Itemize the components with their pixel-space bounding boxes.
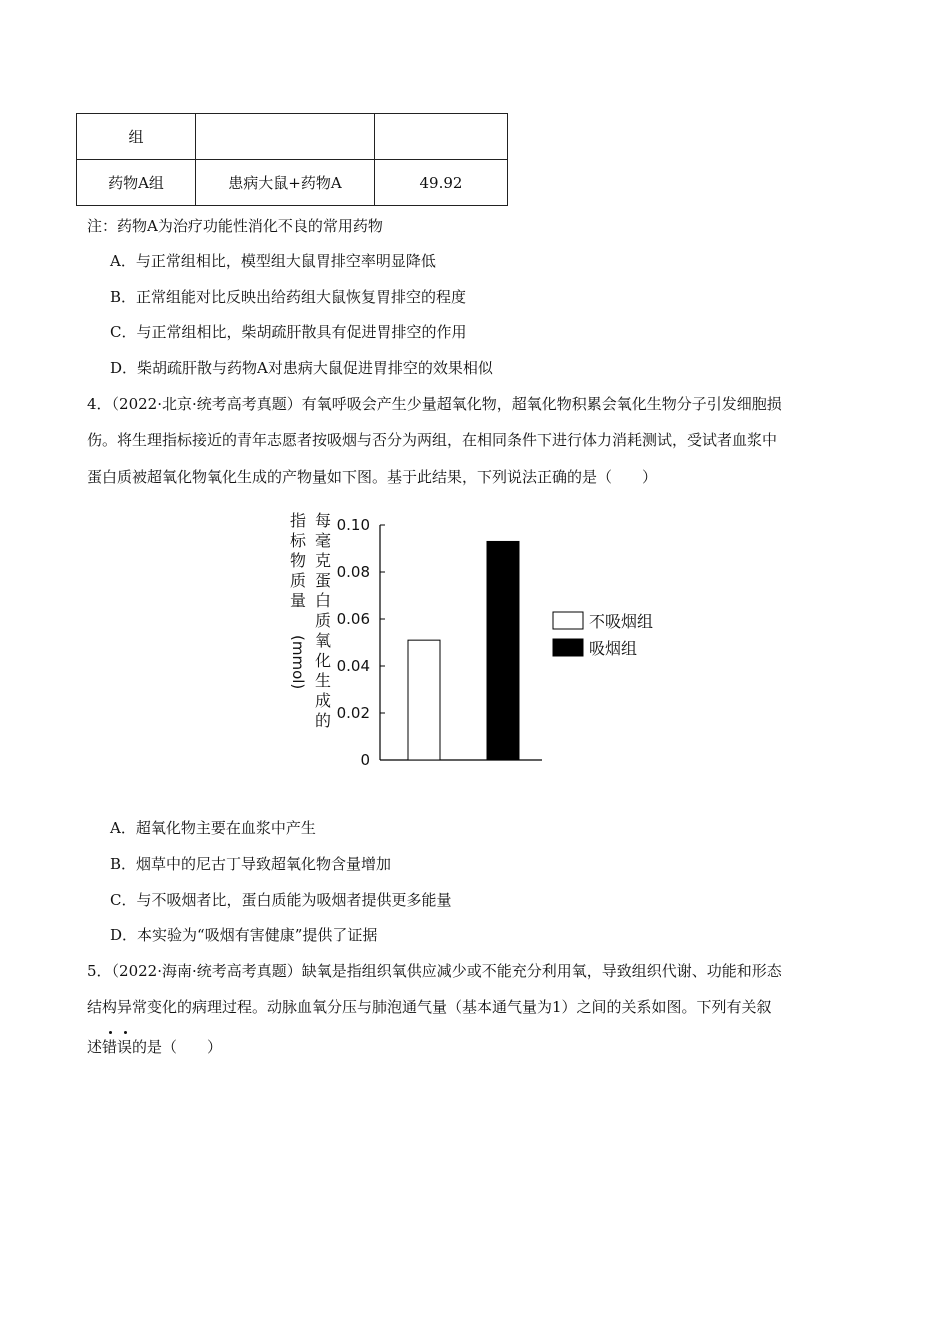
y-axis-label: 指标物质量: [289, 511, 306, 610]
table-row: [77, 114, 508, 160]
table-note: 注：药物A为治疗功能性消化不良的常用药物: [87, 217, 383, 235]
table-cell: [375, 114, 508, 160]
table-cell: 药物A组: [77, 160, 196, 206]
y-axis-sublabel: 每毫克蛋白质氧化生成的: [314, 511, 331, 730]
q3-option-d: D．柴胡疏肝散与药物A对患病大鼠促进胃排空的效果相似: [110, 359, 493, 377]
q4-line-3: 蛋白质被超氧化物氧化生成的产物量如下图。基于此结果，下列说法正确的是（ ）: [87, 468, 658, 486]
legend-label: 吸烟组: [589, 639, 638, 658]
q4-option-b: B．烟草中的尼古丁导致超氧化物含量增加: [110, 855, 392, 873]
table-cell: [196, 114, 375, 160]
legend-label: 不吸烟组: [589, 612, 654, 631]
q4-option-a: A．超氧化物主要在血浆中产生: [110, 819, 316, 837]
y-axis-unit: (mmol): [289, 635, 307, 690]
q3-option-c: C．与正常组相比，柴胡疏肝散具有促进胃排空的作用: [110, 323, 467, 341]
legend-swatch: [553, 639, 583, 656]
bar-smoker: [487, 541, 519, 760]
emphasis-dot: [109, 1031, 112, 1034]
experiment-table: [76, 113, 508, 206]
q3-option-b: B．正常组能对比反映出给药组大鼠恢复胃排空的程度: [110, 288, 467, 306]
q4-option-d: D．本实验为“吸烟有害健康”提供了证据: [110, 926, 378, 944]
q4-option-c: C．与不吸烟者比，蛋白质能为吸烟者提供更多能量: [110, 891, 452, 909]
table-cell: 组: [77, 114, 196, 160]
bar-chart: [280, 505, 680, 780]
y-tick-label: 0.08: [336, 563, 370, 581]
table-row: [77, 160, 508, 206]
emphasis-dot: [124, 1031, 127, 1034]
y-tick-label: 0: [360, 751, 370, 769]
y-tick-label: 0.10: [336, 516, 370, 534]
q5-line-1: 5．（2022·海南·统考高考真题）缺氧是指组织氧供应减少或不能充分利用氧，导致组织代谢、功能和形态: [87, 962, 782, 980]
table-cell: 患病大鼠+药物A: [196, 160, 375, 206]
chart-plot: [280, 505, 680, 780]
q5-line-2: 结构异常变化的病理过程。动脉血氧分压与肺泡通气量（基本通气量为1）之间的关系如图。下列有关叙: [87, 998, 772, 1016]
q5-line-3: 述错误的是（ ）: [87, 1038, 223, 1056]
table-cell: 49.92: [375, 160, 508, 206]
y-tick-label: 0.06: [336, 610, 370, 628]
q4-line-1: 4．（2022·北京·统考高考真题）有氧呼吸会产生少量超氧化物，超氧化物积累会氧化生物分子引发细胞损: [87, 395, 782, 413]
bar-nonsmoker: [408, 640, 440, 760]
q3-option-a: A．与正常组相比，模型组大鼠胃排空率明显降低: [110, 252, 436, 270]
legend-swatch: [553, 612, 583, 629]
y-tick-label: 0.02: [336, 704, 370, 722]
q4-line-2: 伤。将生理指标接近的青年志愿者按吸烟与否分为两组，在相同条件下进行体力消耗测试，受试者血浆中: [87, 431, 778, 449]
y-tick-label: 0.04: [336, 657, 370, 675]
